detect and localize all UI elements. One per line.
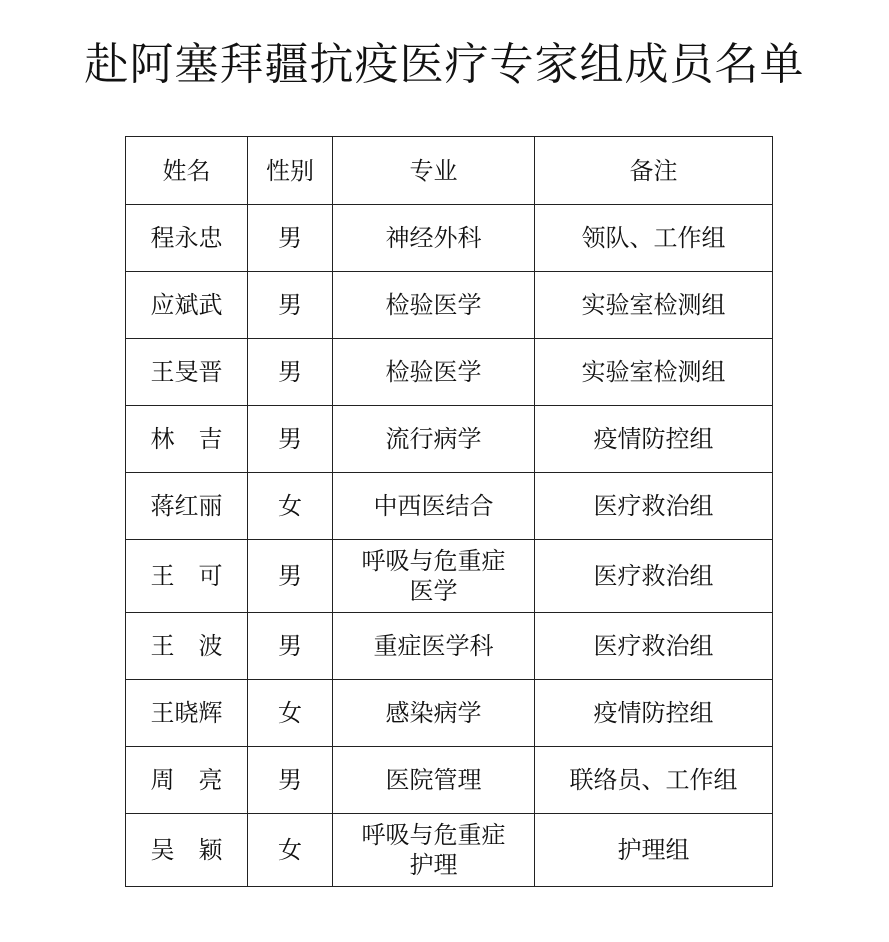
table-row <box>126 747 773 814</box>
cell-name: 王 可 <box>126 540 248 613</box>
cell-gender: 男 <box>248 540 333 613</box>
cell-note: 医疗救治组 <box>535 613 773 680</box>
cell-major: 检验医学 <box>333 339 535 406</box>
cell-gender: 女 <box>248 814 333 887</box>
cell-major: 感染病学 <box>333 680 535 747</box>
page-title: 赴阿塞拜疆抗疫医疗专家组成员名单 <box>84 39 805 90</box>
cell-major: 中西医结合 <box>333 473 535 540</box>
cell-gender: 男 <box>248 205 333 272</box>
cell-major: 医院管理 <box>333 747 535 814</box>
cell-name: 王旻晋 <box>126 339 248 406</box>
member-table <box>125 136 773 887</box>
cell-major: 神经外科 <box>333 205 535 272</box>
cell-major: 呼吸与危重症 护理 <box>333 814 535 887</box>
table-row <box>126 272 773 339</box>
cell-name: 周 亮 <box>126 747 248 814</box>
header-major: 专业 <box>333 137 535 205</box>
cell-gender: 男 <box>248 613 333 680</box>
cell-note: 医疗救治组 <box>535 473 773 540</box>
table-row <box>126 613 773 680</box>
cell-name: 林 吉 <box>126 406 248 473</box>
cell-gender: 男 <box>248 747 333 814</box>
table-row <box>126 540 773 613</box>
table-row <box>126 205 773 272</box>
cell-major: 流行病学 <box>333 406 535 473</box>
cell-note: 联络员、工作组 <box>535 747 773 814</box>
header-gender: 性别 <box>248 137 333 205</box>
table-row <box>126 814 773 887</box>
cell-major: 呼吸与危重症 医学 <box>333 540 535 613</box>
table-header-row <box>126 137 773 205</box>
header-name: 姓名 <box>126 137 248 205</box>
cell-note: 领队、工作组 <box>535 205 773 272</box>
cell-note: 实验室检测组 <box>535 339 773 406</box>
cell-note: 实验室检测组 <box>535 272 773 339</box>
table-row <box>126 473 773 540</box>
cell-gender: 男 <box>248 272 333 339</box>
cell-name: 应斌武 <box>126 272 248 339</box>
cell-note: 疫情防控组 <box>535 680 773 747</box>
table-row <box>126 339 773 406</box>
cell-gender: 女 <box>248 473 333 540</box>
cell-gender: 女 <box>248 680 333 747</box>
cell-name: 王 波 <box>126 613 248 680</box>
table-row <box>126 680 773 747</box>
cell-name: 王晓辉 <box>126 680 248 747</box>
cell-major: 重症医学科 <box>333 613 535 680</box>
cell-note: 医疗救治组 <box>535 540 773 613</box>
cell-name: 程永忠 <box>126 205 248 272</box>
cell-note: 疫情防控组 <box>535 406 773 473</box>
cell-note: 护理组 <box>535 814 773 887</box>
header-note: 备注 <box>535 137 773 205</box>
table-row <box>126 406 773 473</box>
cell-major: 检验医学 <box>333 272 535 339</box>
cell-name: 吴 颖 <box>126 814 248 887</box>
cell-gender: 男 <box>248 339 333 406</box>
cell-name: 蒋红丽 <box>126 473 248 540</box>
cell-gender: 男 <box>248 406 333 473</box>
